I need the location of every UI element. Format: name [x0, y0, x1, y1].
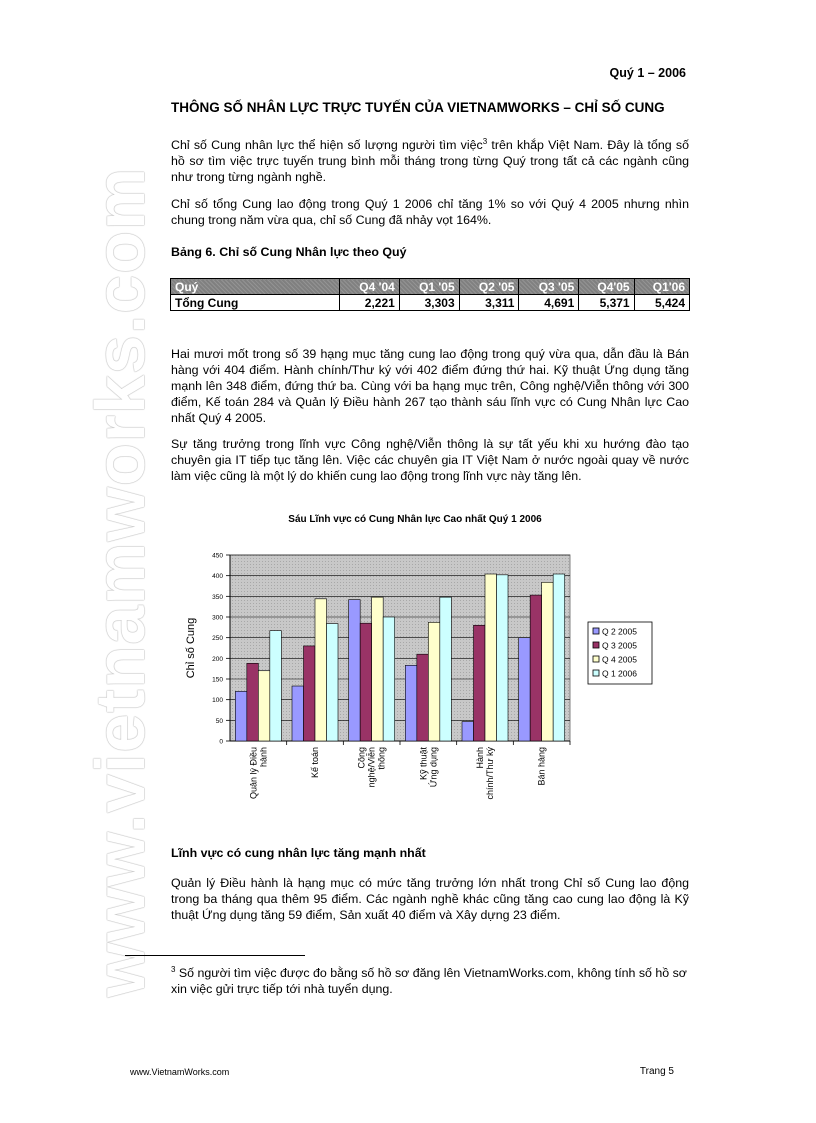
- table-cell: 3,303: [399, 295, 459, 311]
- intro-text-a: Chỉ số Cung nhân lực thể hiện số lượng người tìm việc: [171, 138, 483, 153]
- table-header-row: [171, 279, 690, 295]
- x-tick-label: chính/Thư ký: [485, 747, 495, 800]
- y-tick-label: 100: [212, 697, 223, 705]
- header-cell: Q1 '05: [399, 279, 459, 295]
- x-tick-label: Ứng dụng: [428, 747, 439, 788]
- watermark: www.vietnamworks.com: [81, 166, 159, 998]
- legend-label: Q 1 2006: [602, 668, 637, 679]
- footnote-mark: 3: [171, 965, 176, 974]
- page-title: THÔNG SỐ NHÂN LỰC TRỰC TUYẾN CỦA VIETNAMWORKS – CHỈ SỐ CUNG: [171, 100, 665, 115]
- intro-paragraph-2: Chỉ số tổng Cung lao động trong Quý 1 2006 chỉ tăng 1% so với Quý 4 2005 nhưng nhìn chung trong năm vừa qua, chỉ số Cung đã nhảy vọt 164%.: [171, 197, 689, 227]
- y-tick-label: 350: [212, 593, 223, 601]
- bar: [530, 595, 542, 741]
- intro-text-b: trên khắp Việt Nam. Đây là tổng số hồ sơ tìm việc trực tuyến trung bình mỗi tháng trong từng Quý trong tất cả các ngành cũng như trong từng ngành nghề.: [171, 138, 689, 185]
- x-tick-label: Kỹ thuật: [418, 747, 429, 781]
- section-paragraph: Quản lý Điều hành là hạng mục có mức tăng trưởng lớn nhất trong Chỉ số Cung lao động trong ba tháng qua thêm 95 điểm. Các ngành nghề khác cũng tăng cao cung lao động là Kỹ thuật Ứng dụng tăng 59 điểm, Sản xuất 40 điểm và Xây dựng 23 điểm.: [171, 876, 689, 922]
- chart-title: Sáu Lĩnh vực có Cung Nhân lực Cao nhất Quý 1 2006: [288, 514, 542, 525]
- x-tick-label: hành: [258, 747, 269, 768]
- bar: [405, 665, 417, 741]
- table-cell: 2,221: [340, 295, 400, 311]
- legend-label: Q 4 2005: [602, 654, 637, 665]
- footer-site[interactable]: www.VietnamWorks.com: [130, 1067, 230, 1077]
- bar: [485, 574, 497, 741]
- table-cell: 5,424: [634, 295, 689, 311]
- body-paragraph-3: Hai mươi mốt trong số 39 hạng mục tăng cung lao động trong quý vừa qua, dẫn đầu là Bán hàng với 404 điểm. Hành chính/Thư ký với 402 điểm đứng thứ hai. Kỹ thuật Ứng dụng tăng mạnh lên 348 điểm, đứng thứ ba. Cùng với ba hạng mục trên, Công nghệ/Viễn thông với 300 điểm, Kế toán 284 và Quản lý Điều hành 267 tạo thành sáu lĩnh vực có Cung Nhân lực Cao nhất Quý 4 2005.: [171, 347, 689, 425]
- header-cell: Q4'05: [579, 279, 634, 295]
- bar: [372, 597, 384, 741]
- header-cell: Q2 '05: [459, 279, 519, 295]
- x-tick-label: Công: [356, 747, 367, 769]
- bar: [553, 574, 565, 741]
- intro-paragraph-1: [171, 134, 689, 185]
- bar: [417, 654, 429, 741]
- footnote-ref[interactable]: 3: [482, 137, 488, 146]
- table-cell: 5,371: [579, 295, 634, 311]
- x-tick-label: Kế toán: [310, 747, 320, 779]
- header-cell: Q4 '04: [340, 279, 400, 295]
- bar: [428, 622, 440, 741]
- header-quarter: Quý 1 – 2006: [609, 66, 686, 80]
- legend-swatch: [593, 628, 599, 634]
- bar: [247, 663, 259, 741]
- bar: [497, 575, 509, 741]
- supply-table: [170, 278, 690, 311]
- footnote-text: Số người tìm việc được đo bằng số hồ sơ đăng lên VietnamWorks.com, không tính số hồ sơ xin việc gửi trực tiếp tới nhà tuyển dụng.: [171, 966, 687, 997]
- section-heading: Lĩnh vực có cung nhân lực tăng mạnh nhất: [171, 846, 426, 860]
- bar: [462, 722, 474, 741]
- y-axis-label: Chỉ số Cung: [185, 617, 197, 679]
- bar: [383, 617, 395, 741]
- bar: [304, 646, 316, 741]
- y-tick-label: 0: [219, 738, 223, 746]
- bar: [292, 686, 304, 741]
- supply-chart: [160, 540, 660, 840]
- bar: [440, 597, 452, 741]
- legend-label: Q 3 2005: [602, 640, 637, 651]
- legend-label: Q 2 2005: [602, 626, 637, 637]
- y-tick-label: 50: [215, 717, 223, 725]
- y-tick-label: 450: [212, 552, 223, 560]
- footnote: [171, 962, 691, 997]
- x-tick-label: thông: [376, 747, 387, 770]
- y-tick-label: 400: [212, 573, 223, 581]
- bar: [258, 671, 270, 741]
- bar: [349, 600, 361, 741]
- footnote-divider: [125, 955, 305, 956]
- x-tick-label: Hành: [475, 747, 485, 769]
- x-tick-label: nghệ/Viễn: [366, 747, 377, 788]
- x-tick-label: Bán hàng: [536, 747, 547, 786]
- bar: [327, 624, 339, 741]
- footer-page-number: Trang 5: [639, 1066, 674, 1077]
- x-tick-label: Quản lý Điều: [248, 747, 259, 800]
- bar: [235, 691, 247, 741]
- row-label: Tổng Cung: [171, 295, 340, 311]
- bar: [360, 623, 372, 741]
- bar: [474, 625, 486, 741]
- legend-swatch: [593, 642, 599, 648]
- y-tick-label: 300: [212, 614, 223, 622]
- table-row: [171, 295, 690, 311]
- table-caption: Bảng 6. Chỉ số Cung Nhân lực theo Quý: [171, 245, 407, 259]
- legend-swatch: [593, 656, 599, 662]
- legend-swatch: [593, 670, 599, 676]
- table-cell: 3,311: [459, 295, 519, 311]
- bar: [519, 638, 531, 741]
- header-cell: Q1'06: [634, 279, 689, 295]
- body-paragraph-4: Sự tăng trưởng trong lĩnh vực Công nghệ/Viễn thông là sự tất yếu khi xu hướng đào tạo chuyên gia IT tiếp tục tăng lên. Việc các chuyên gia IT Việt Nam ở nước ngoài quay về nước làm việc cũng là một lý do khiến cung lao động trong lĩnh vực này tăng lên.: [171, 437, 689, 483]
- header-cell: Q3 '05: [519, 279, 579, 295]
- header-cell: Quý: [171, 279, 340, 295]
- y-tick-label: 200: [212, 655, 223, 663]
- bar: [270, 631, 282, 741]
- bar: [315, 599, 327, 741]
- y-tick-label: 250: [212, 635, 223, 643]
- bar: [542, 582, 554, 741]
- table-cell: 4,691: [519, 295, 579, 311]
- y-tick-label: 150: [212, 676, 223, 684]
